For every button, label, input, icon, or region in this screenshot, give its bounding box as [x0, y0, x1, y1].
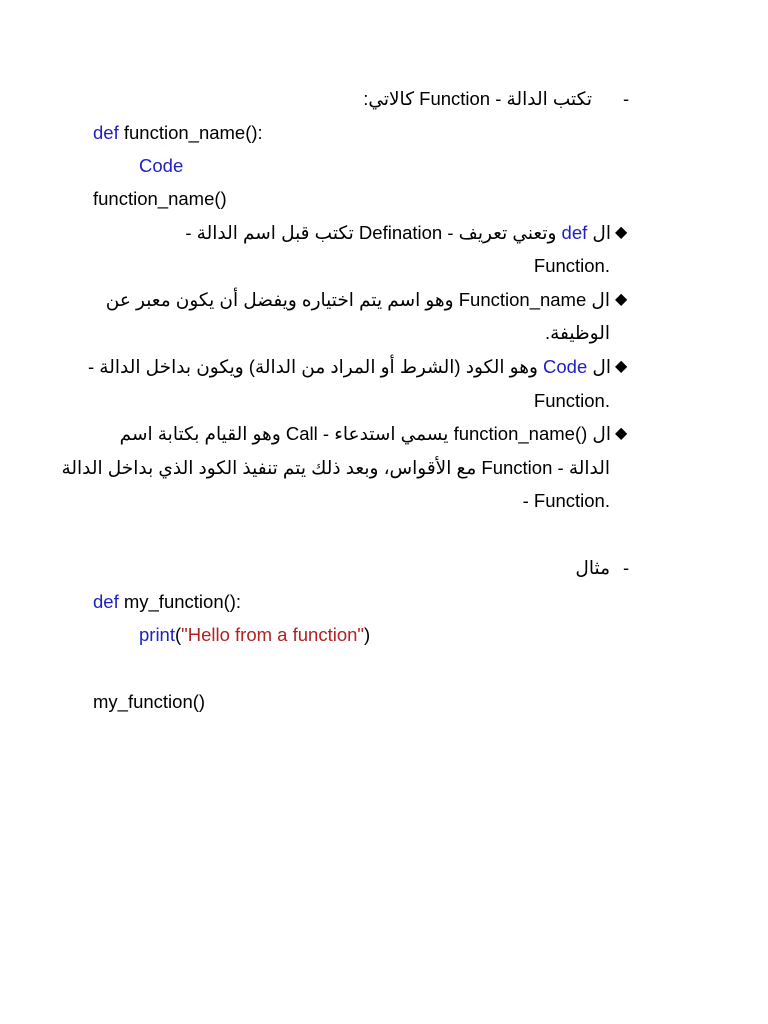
- example-label: مثال: [575, 557, 610, 578]
- bullet-3-line-2: Function.: [533, 390, 610, 411]
- bullet-3-code-keyword: Code: [543, 356, 588, 377]
- bullet-1-text: وتعني تعريف - Defination تكتب قبل اسم الدالة -: [185, 222, 562, 243]
- code2-print-keyword: print: [139, 624, 175, 645]
- code1-def-line: [93, 121, 263, 145]
- bullet-4-line-2: الدالة - Function مع الأقواس، وبعد ذلك يتم تنفيذ الكود الذي بداخل الدالة: [61, 457, 610, 478]
- bullet-3-marker-icon: ◆: [615, 358, 628, 375]
- intro-text: تكتب الدالة - Function كالاتي:: [363, 88, 592, 109]
- bullet-3-line-1: [88, 355, 611, 379]
- code2-def-line: [93, 590, 241, 614]
- bullet-2-line-1: ال Function_name وهو اسم يتم اختياره ويفضل أن يكون معبر عن: [105, 289, 610, 310]
- bullet-4-line-1: ال ()function_name يسمي استدعاء - Call وهو القيام بكتابة اسم: [119, 423, 611, 444]
- code2-print-line: [139, 623, 370, 647]
- bullet-1-line-2: Function.: [533, 255, 610, 276]
- code2-paren-close: ): [363, 624, 371, 645]
- code2-signature: my_function():: [118, 591, 242, 612]
- example-dash: -: [623, 557, 630, 578]
- bullet-1-prefix: ال: [587, 222, 611, 243]
- code1-def-keyword: def: [93, 122, 119, 143]
- intro-dash: -: [623, 88, 630, 109]
- bullet-4-marker-icon: ◆: [615, 425, 628, 442]
- bullet-1-line-1: [185, 221, 611, 245]
- bullet-4-line-3: - Function.: [522, 490, 610, 511]
- bullet-2-line-2: الوظيفة.: [544, 322, 610, 343]
- code2-string-literal: "Hello from a function": [181, 624, 364, 645]
- bullet-3-prefix: ال: [587, 356, 611, 377]
- code2-call: my_function(): [93, 691, 206, 712]
- bullet-2-marker-icon: ◆: [615, 291, 628, 308]
- bullet-1-def-keyword: def: [561, 222, 588, 243]
- code1-body: Code: [139, 155, 184, 176]
- code2-def-keyword: def: [93, 591, 119, 612]
- code2-paren-open: (: [175, 624, 182, 645]
- code1-signature: function_name():: [118, 122, 263, 143]
- bullet-3-text: وهو الكود (الشرط أو المراد من الدالة) ويكون بداخل الدالة -: [88, 356, 544, 377]
- code1-call: function_name(): [93, 188, 227, 209]
- bullet-1-marker-icon: ◆: [615, 224, 628, 241]
